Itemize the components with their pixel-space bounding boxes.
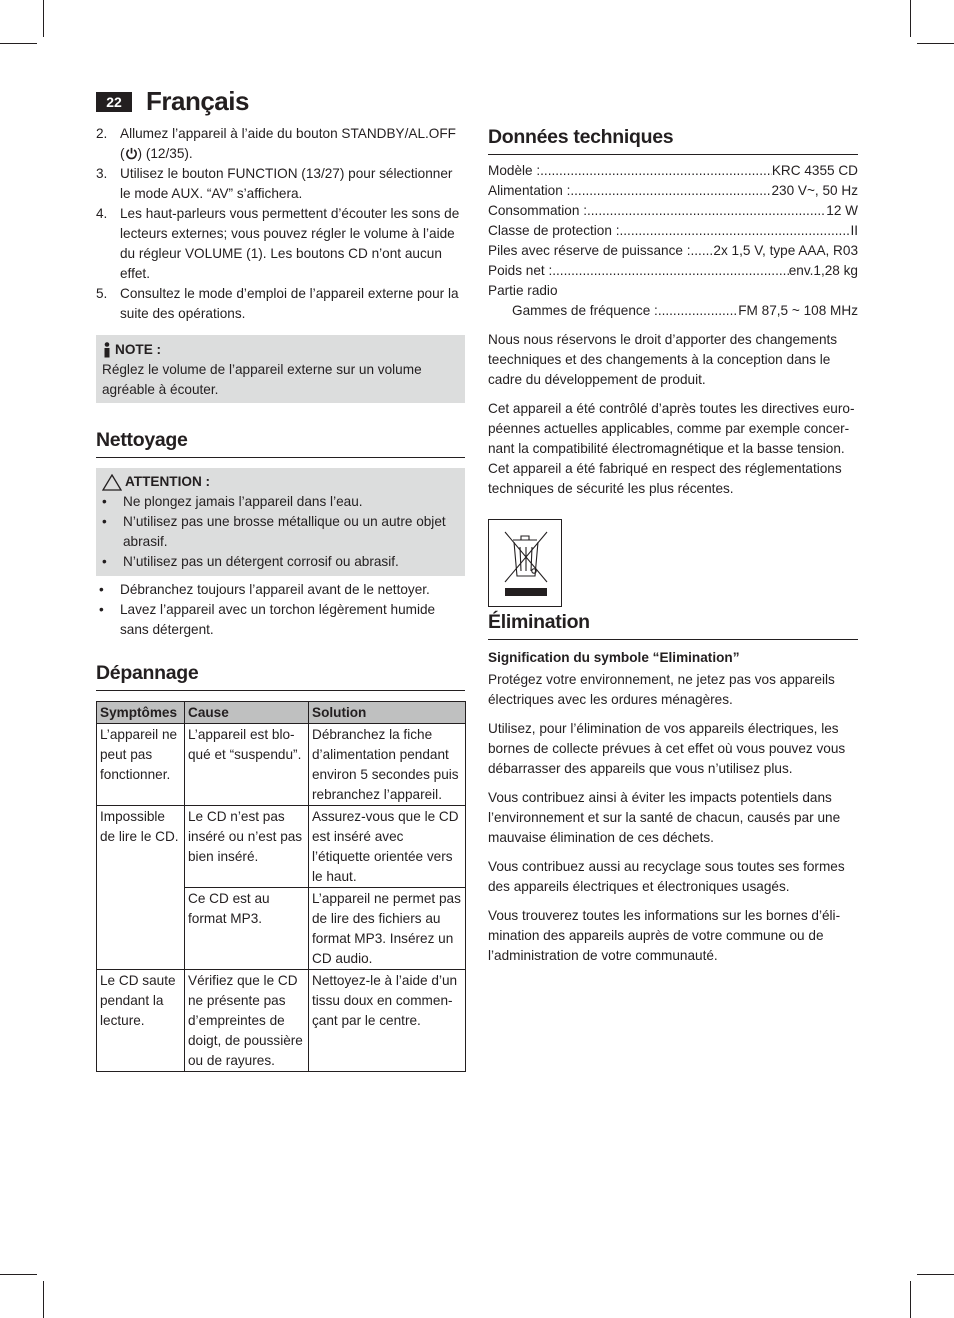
disposal-paragraph: Vous contribuez ainsi à éviter les impacts potentiels dans l’environnement et sur la santé de chacun, causés par une mauvaise élimination de ces déchets.	[488, 790, 841, 845]
table-cell: Impossible de lire le CD.	[97, 806, 185, 970]
left-column	[96, 124, 465, 1072]
spec-row: Poids net : ..... env.1,28 kg	[488, 261, 858, 281]
table-header: Solution	[309, 702, 466, 724]
crop-mark	[0, 43, 37, 44]
spec-row: Modèle : ..... KRC 4355 CD	[488, 161, 858, 181]
list-item: 4. Les haut-parleurs vous permettent d’écouter les sons de lecteurs externes; vous pouvez régler le volume à l’aide du régleur VOLUME (1). Les boutons CD n’ont aucun effet.	[96, 206, 460, 281]
table-row	[97, 724, 466, 806]
crop-mark	[917, 43, 954, 44]
cleaning-list	[96, 580, 465, 640]
attention-list	[99, 492, 459, 572]
list-item: • N’utilisez pas un détergent corrosif ou abrasif.	[102, 554, 399, 569]
spec-row: Gammes de fréquence : ..... FM 87,5 ~ 108 MHz	[488, 301, 858, 321]
note-box	[96, 335, 465, 403]
list-item: • Débranchez toujours l’appareil avant de le nettoyer.	[99, 582, 430, 597]
section-title-disposal: Élimination	[488, 609, 858, 640]
attention-label: ATTENTION :	[125, 474, 211, 489]
table-cell: Débranchez la fiche d’alimentation pendant environ 5 secondes puis rebranchez l’appareil.	[309, 724, 466, 806]
spec-radio-label: Partie radio	[488, 283, 558, 298]
section-title-specs: Données techniques	[488, 124, 858, 155]
table-cell: Le CD saute pendant la lecture.	[97, 970, 185, 1072]
weee-symbol	[488, 519, 562, 607]
list-item: 3. Utilisez le bouton FUNCTION (13/27) pour sélectionner le mode AUX. “AV” s’affichera.	[96, 166, 453, 201]
table-cell: Vérifiez que le CD ne présente pas d’empreintes de doigt, de poussière ou de rayures.	[185, 970, 309, 1072]
crop-mark	[917, 1274, 954, 1275]
table-cell: Nettoyez-le à l’aide d’un tissu doux en commen-çant par le centre.	[309, 970, 466, 1072]
list-item: 2. Allumez l’appareil à l’aide du bouton STANDBY/AL.OFF ( ) (12/35).	[96, 126, 456, 161]
list-item: • Ne plongez jamais l’appareil dans l’eau.	[102, 494, 363, 509]
attention-box	[96, 468, 465, 576]
crop-mark	[910, 1281, 911, 1318]
disposal-paragraph: Vous trouverez toutes les informations sur les bornes d’éli-mination des appareils auprès de votre commune ou de l’administration de votre communauté.	[488, 908, 841, 963]
table-cell: L’appareil ne peut pas fonctionner.	[97, 724, 185, 806]
disposal-subtitle: Signification du symbole “Elimination”	[488, 650, 740, 665]
steps-list	[96, 124, 465, 324]
info-icon	[102, 342, 112, 358]
spec-list	[488, 161, 858, 321]
specs-conformity: Cet appareil a été contrôlé d’après toutes les directives euro-péennes actuelles applicables, comme par exemple concer-nant la compatibilité électromagnétique et la basse tension. Cet appareil a été fabriqué en respect des réglementations techniques de sécurité les plus récentes.	[488, 401, 855, 496]
spec-row: Consommation : ..... 12 W	[488, 201, 858, 221]
troubleshooting-table	[96, 701, 466, 1072]
warning-icon	[102, 474, 122, 491]
table-cell: L’appareil ne permet pas de lire des fichiers au format MP3. Insérez un CD audio.	[309, 888, 466, 970]
table-cell: Assurez-vous que le CD est inséré avec l’étiquette orientée vers le haut.	[309, 806, 466, 888]
table-row	[97, 806, 466, 888]
list-item: • N’utilisez pas une brosse métallique ou un autre objet abrasif.	[102, 514, 446, 549]
crop-mark	[43, 0, 44, 37]
section-title-troubleshooting: Dépannage	[96, 660, 465, 691]
disposal-paragraph: Utilisez, pour l’élimination de vos appareils électriques, les bornes de collecte prévues à cet effet où vous pouvez vous débarrasser des appareils que vous n’utilisez plus.	[488, 721, 846, 776]
table-cell: Ce CD est au format MP3.	[185, 888, 309, 970]
table-header: Symptômes	[97, 702, 185, 724]
table-header: Cause	[185, 702, 309, 724]
list-item: 5. Consultez le mode d’emploi de l’appareil externe pour la suite des opérations.	[96, 286, 459, 321]
table-cell: Le CD n’est pas inséré ou n’est pas bien inséré.	[185, 806, 309, 888]
specs-note: Nous nous réservons le droit d’apporter des changements teechniques et des changements à la conception dans le cadre du développement de produit.	[488, 332, 838, 387]
crop-mark	[910, 0, 911, 37]
disposal-paragraph: Vous contribuez aussi au recyclage sous toutes ses formes des appareils électriques et électroniques usagés.	[488, 859, 845, 894]
table-header-row	[97, 702, 466, 724]
crop-mark	[43, 1281, 44, 1318]
list-item: • Lavez l’appareil avec un torchon légèrement humide sans détergent.	[99, 602, 436, 637]
note-text: Réglez le volume de l’appareil externe sur un volume agréable à écouter.	[102, 362, 422, 397]
power-icon	[125, 147, 138, 160]
section-title-cleaning: Nettoyage	[96, 427, 465, 458]
spec-row: Classe de protection : ..... II	[488, 221, 858, 241]
crossed-bin-icon	[489, 520, 561, 606]
page-title: Français	[146, 86, 249, 116]
crop-mark	[0, 1274, 37, 1275]
page-number: 22	[96, 92, 132, 112]
table-cell: L’appareil est blo-qué et “suspendu”.	[185, 724, 309, 806]
spec-row: Piles avec réserve de puissance : ..... 2x 1,5 V, type AAA, R03	[488, 241, 858, 261]
right-column	[488, 124, 858, 966]
spec-row: Alimentation : ..... 230 V~, 50 Hz	[488, 181, 858, 201]
disposal-paragraph: Protégez votre environnement, ne jetez pas vos appareils électriques avec les ordures ménagères.	[488, 672, 835, 707]
note-label: NOTE :	[115, 342, 162, 357]
table-row	[97, 970, 466, 1072]
